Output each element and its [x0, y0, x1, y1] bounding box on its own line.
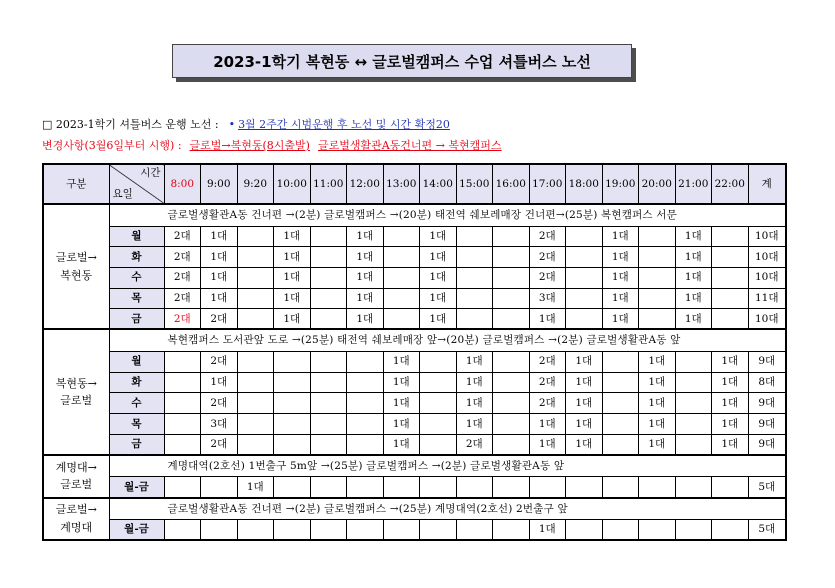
time-header: 9:20 — [237, 164, 274, 204]
bus-count-cell: 2대 — [164, 226, 201, 247]
bus-count-cell — [310, 267, 347, 288]
bus-count-cell — [493, 393, 530, 414]
bus-count-cell: 1대 — [201, 288, 238, 309]
bus-count-cell — [712, 477, 749, 498]
bus-count-cell: 2대 — [201, 309, 238, 330]
bus-count-cell: 1대 — [420, 226, 457, 247]
notice-detail: 3월 2주간 시범운행 후 노선 및 시간 확정20 — [238, 118, 450, 131]
bus-count-cell: 2대 — [164, 247, 201, 268]
bus-count-cell: 2대 — [456, 434, 493, 455]
bus-count-cell — [639, 520, 676, 541]
bus-count-cell — [310, 226, 347, 247]
section-category — [43, 455, 109, 498]
bus-count-cell: 1대 — [383, 414, 420, 435]
section-category-line: 복현동→ — [55, 376, 97, 390]
bus-count-cell: 2대 — [201, 434, 238, 455]
bus-count-cell — [237, 434, 274, 455]
bus-count-cell: 3대 — [529, 288, 566, 309]
bus-count-cell: 2대 — [529, 351, 566, 372]
bus-count-cell — [347, 351, 384, 372]
bus-count-cell — [383, 267, 420, 288]
row-total-cell: 9대 — [748, 351, 786, 372]
route-description: 글로벌생활관A동 건너편 →(2분) 글로벌캠퍼스 →(25분) 계명대역(2호선) 2번출구 앞 — [109, 498, 786, 520]
row-total-cell: 5대 — [748, 520, 786, 541]
bus-count-cell — [566, 477, 603, 498]
bus-count-cell: 1대 — [602, 309, 639, 330]
bus-count-cell: 1대 — [383, 372, 420, 393]
bus-count-cell: 1대 — [201, 247, 238, 268]
section-category-line: 글로벌→ — [55, 251, 97, 265]
bus-count-cell — [164, 520, 201, 541]
bus-count-cell: 1대 — [274, 288, 311, 309]
day-cell: 월-금 — [109, 520, 164, 541]
bus-count-cell — [493, 520, 530, 541]
bus-count-cell: 1대 — [566, 351, 603, 372]
bus-count-cell — [675, 393, 712, 414]
change-item-1: 글로벌→복현동(8시출발) — [189, 139, 310, 152]
row-total-cell: 9대 — [748, 393, 786, 414]
bus-count-cell: 1대 — [201, 372, 238, 393]
bus-count-cell — [347, 372, 384, 393]
bus-count-cell: 1대 — [529, 434, 566, 455]
section-category-line: 글로벌 — [60, 478, 93, 492]
bus-count-cell — [566, 288, 603, 309]
bus-count-cell — [274, 477, 311, 498]
bus-count-cell: 1대 — [566, 372, 603, 393]
bus-count-cell — [602, 414, 639, 435]
bus-count-cell — [237, 226, 274, 247]
bus-count-cell: 1대 — [347, 267, 384, 288]
row-total-cell: 11대 — [748, 288, 786, 309]
bus-count-cell — [675, 434, 712, 455]
bus-count-cell — [529, 477, 566, 498]
bus-count-cell — [310, 288, 347, 309]
bus-count-cell: 2대 — [164, 267, 201, 288]
bus-count-cell — [383, 226, 420, 247]
day-cell: 목 — [109, 288, 164, 309]
bus-count-cell — [237, 393, 274, 414]
day-cell: 월 — [109, 351, 164, 372]
bus-count-cell — [712, 226, 749, 247]
bus-count-cell: 1대 — [347, 247, 384, 268]
bus-count-cell — [456, 520, 493, 541]
bus-count-cell — [347, 393, 384, 414]
bus-count-cell — [675, 372, 712, 393]
bus-count-cell — [164, 351, 201, 372]
time-header: 17:00 — [529, 164, 566, 204]
day-label: 요일 — [112, 188, 133, 201]
bus-count-cell — [712, 520, 749, 541]
bus-count-cell — [347, 434, 384, 455]
bus-count-cell — [383, 477, 420, 498]
schedule-row — [43, 520, 786, 541]
bus-count-cell — [493, 226, 530, 247]
bus-count-cell — [566, 267, 603, 288]
time-label: 시간 — [140, 167, 161, 179]
bus-count-cell: 1대 — [566, 393, 603, 414]
bus-count-cell — [310, 372, 347, 393]
day-cell: 수 — [109, 393, 164, 414]
bus-count-cell — [237, 309, 274, 330]
row-total-cell: 9대 — [748, 434, 786, 455]
bus-count-cell — [639, 247, 676, 268]
bus-count-cell — [493, 309, 530, 330]
bus-count-cell: 1대 — [639, 434, 676, 455]
bus-count-cell: 1대 — [383, 434, 420, 455]
row-total-cell: 10대 — [748, 226, 786, 247]
day-cell: 수 — [109, 267, 164, 288]
bus-count-cell: 1대 — [639, 414, 676, 435]
bus-count-cell: 1대 — [456, 351, 493, 372]
schedule-row — [43, 477, 786, 498]
row-total-cell: 8대 — [748, 372, 786, 393]
bus-count-cell — [493, 477, 530, 498]
bus-count-cell — [456, 309, 493, 330]
day-cell: 화 — [109, 247, 164, 268]
bus-count-cell — [274, 520, 311, 541]
bus-count-cell: 1대 — [201, 267, 238, 288]
bus-count-cell — [566, 226, 603, 247]
bus-count-cell — [493, 414, 530, 435]
bus-count-cell — [602, 434, 639, 455]
row-total-cell: 10대 — [748, 267, 786, 288]
section-category-line: 글로벌→ — [55, 503, 97, 517]
time-header: 18:00 — [566, 164, 603, 204]
bus-count-cell: 1대 — [274, 247, 311, 268]
shuttle-schedule-table — [42, 163, 787, 541]
bus-count-cell — [310, 247, 347, 268]
bus-count-cell — [602, 520, 639, 541]
category-header: 구분 — [43, 164, 109, 204]
bus-count-cell — [675, 414, 712, 435]
bus-count-cell: 1대 — [529, 520, 566, 541]
bus-count-cell — [274, 351, 311, 372]
schedule-row — [43, 434, 786, 455]
bus-count-cell — [493, 434, 530, 455]
time-header: 14:00 — [420, 164, 457, 204]
bus-count-cell — [310, 393, 347, 414]
bus-count-cell: 1대 — [237, 477, 274, 498]
schedule-row — [43, 372, 786, 393]
bus-count-cell: 1대 — [274, 267, 311, 288]
change-line — [42, 139, 502, 153]
time-header: 22:00 — [712, 164, 749, 204]
bus-count-cell — [347, 520, 384, 541]
bus-count-cell — [456, 288, 493, 309]
bus-count-cell: 1대 — [602, 226, 639, 247]
row-total-cell: 5대 — [748, 477, 786, 498]
bus-count-cell — [639, 288, 676, 309]
bus-count-cell — [237, 351, 274, 372]
bus-count-cell — [639, 309, 676, 330]
bus-count-cell: 1대 — [383, 393, 420, 414]
time-header: 15:00 — [456, 164, 493, 204]
bus-count-cell — [493, 247, 530, 268]
bus-count-cell — [310, 309, 347, 330]
bus-count-cell — [420, 520, 457, 541]
section-category — [43, 329, 109, 454]
bus-count-cell — [274, 393, 311, 414]
day-cell: 월 — [109, 226, 164, 247]
row-total-cell: 10대 — [748, 247, 786, 268]
bus-count-cell: 1대 — [201, 226, 238, 247]
bus-count-cell — [237, 267, 274, 288]
bus-count-cell: 1대 — [639, 351, 676, 372]
bus-count-cell — [383, 309, 420, 330]
bus-count-cell — [602, 351, 639, 372]
bus-count-cell — [456, 247, 493, 268]
notice-line — [42, 118, 450, 132]
bus-count-cell: 1대 — [420, 267, 457, 288]
bus-count-cell — [383, 247, 420, 268]
bus-count-cell — [602, 393, 639, 414]
schedule-row — [43, 226, 786, 247]
time-header: 12:00 — [347, 164, 384, 204]
section-category-line: 글로벌 — [60, 394, 93, 408]
bus-count-cell — [456, 477, 493, 498]
bus-count-cell — [201, 520, 238, 541]
bus-count-cell — [493, 372, 530, 393]
bus-count-cell — [420, 477, 457, 498]
bus-count-cell — [237, 247, 274, 268]
route-description: 계명대역(2호선) 1번출구 5m앞 →(25분) 글로벌캠퍼스 →(2분) 글로벌생활관A동 앞 — [109, 455, 786, 477]
bus-count-cell: 1대 — [274, 309, 311, 330]
bus-count-cell — [237, 372, 274, 393]
bus-count-cell: 1대 — [347, 309, 384, 330]
time-header: 19:00 — [602, 164, 639, 204]
time-header: 13:00 — [383, 164, 420, 204]
bus-count-cell — [566, 309, 603, 330]
route-description: 복현캠퍼스 도서관앞 도로 →(25분) 태전역 쉐보레매장 앞→(20분) 글로벌캠퍼스 →(2분) 글로벌생활관A동 앞 — [109, 329, 786, 351]
day-cell: 금 — [109, 434, 164, 455]
bus-count-cell — [347, 414, 384, 435]
bus-count-cell — [602, 477, 639, 498]
bus-count-cell — [310, 414, 347, 435]
time-header: 8:00 — [164, 164, 201, 204]
bus-count-cell: 2대 — [529, 393, 566, 414]
bus-count-cell — [566, 247, 603, 268]
bus-count-cell: 1대 — [529, 414, 566, 435]
bus-count-cell — [164, 372, 201, 393]
bus-count-cell — [456, 226, 493, 247]
bus-count-cell: 1대 — [675, 288, 712, 309]
bus-count-cell — [310, 520, 347, 541]
bus-count-cell — [310, 434, 347, 455]
schedule-row — [43, 393, 786, 414]
bus-count-cell — [712, 267, 749, 288]
bus-count-cell: 1대 — [639, 372, 676, 393]
schedule-row — [43, 267, 786, 288]
bus-count-cell: 1대 — [675, 309, 712, 330]
bus-count-cell — [602, 372, 639, 393]
bus-count-cell — [675, 477, 712, 498]
time-header: 21:00 — [675, 164, 712, 204]
bus-count-cell — [420, 351, 457, 372]
notice-bullet: • — [228, 118, 236, 131]
time-header: 11:00 — [310, 164, 347, 204]
route-row — [43, 204, 786, 226]
bus-count-cell: 1대 — [602, 288, 639, 309]
bus-count-cell: 1대 — [383, 351, 420, 372]
bus-count-cell — [274, 414, 311, 435]
day-cell: 월-금 — [109, 477, 164, 498]
bus-count-cell: 1대 — [639, 393, 676, 414]
bus-count-cell: 1대 — [675, 226, 712, 247]
bus-count-cell — [639, 267, 676, 288]
bus-count-cell: 2대 — [529, 247, 566, 268]
bus-count-cell: 1대 — [712, 351, 749, 372]
bus-count-cell — [347, 477, 384, 498]
bus-count-cell — [383, 520, 420, 541]
bus-count-cell — [493, 267, 530, 288]
bus-count-cell — [566, 520, 603, 541]
schedule-row — [43, 247, 786, 268]
route-description: 글로벌생활관A동 건너편 →(2분) 글로벌캠퍼스 →(20분) 태전역 쉐보레매장 건너편→(25분) 복현캠퍼스 서문 — [109, 204, 786, 226]
bus-count-cell: 1대 — [347, 288, 384, 309]
bus-count-cell: 1대 — [420, 309, 457, 330]
bus-count-cell — [420, 393, 457, 414]
bus-count-cell: 1대 — [347, 226, 384, 247]
bus-count-cell: 1대 — [529, 309, 566, 330]
bus-count-cell: 2대 — [201, 351, 238, 372]
time-header: 9:00 — [201, 164, 238, 204]
time-header: 20:00 — [639, 164, 676, 204]
bus-count-cell: 2대 — [529, 372, 566, 393]
bus-count-cell — [712, 247, 749, 268]
route-row — [43, 329, 786, 351]
bus-count-cell — [201, 477, 238, 498]
row-total-cell: 10대 — [748, 309, 786, 330]
bus-count-cell — [237, 288, 274, 309]
bus-count-cell — [310, 477, 347, 498]
schedule-row — [43, 351, 786, 372]
row-total-cell: 9대 — [748, 414, 786, 435]
schedule-row — [43, 414, 786, 435]
section-category — [43, 498, 109, 541]
bus-count-cell — [675, 520, 712, 541]
time-day-diagonal-header — [109, 164, 164, 204]
bus-count-cell: 1대 — [712, 434, 749, 455]
day-cell: 금 — [109, 309, 164, 330]
table-header-row — [43, 164, 786, 204]
bus-count-cell: 1대 — [675, 267, 712, 288]
bus-count-cell — [383, 288, 420, 309]
bus-count-cell — [456, 267, 493, 288]
bus-count-cell — [639, 477, 676, 498]
schedule-body — [43, 204, 786, 540]
bus-count-cell: 2대 — [164, 309, 201, 330]
bus-count-cell: 2대 — [164, 288, 201, 309]
bus-count-cell — [675, 351, 712, 372]
bus-count-cell — [237, 520, 274, 541]
bus-count-cell — [164, 393, 201, 414]
bus-count-cell — [164, 477, 201, 498]
bus-count-cell — [712, 288, 749, 309]
day-cell: 화 — [109, 372, 164, 393]
time-header: 10:00 — [274, 164, 311, 204]
bus-count-cell: 1대 — [420, 247, 457, 268]
schedule-row — [43, 309, 786, 330]
bus-count-cell — [274, 372, 311, 393]
bus-count-cell — [164, 414, 201, 435]
bus-count-cell — [164, 434, 201, 455]
section-category-line: 계명대→ — [55, 460, 97, 474]
bus-count-cell: 1대 — [602, 247, 639, 268]
bus-count-cell — [493, 351, 530, 372]
bus-count-cell: 2대 — [529, 226, 566, 247]
bus-count-cell — [310, 351, 347, 372]
bus-count-cell — [420, 434, 457, 455]
change-label: 변경사항(3월6일부터 시행) : — [42, 139, 182, 152]
bus-count-cell: 1대 — [456, 414, 493, 435]
notice-label: □ 2023-1학기 셔틀버스 운행 노선 : — [42, 118, 219, 131]
section-category-line: 복현동 — [60, 268, 93, 282]
bus-count-cell: 1대 — [274, 226, 311, 247]
day-cell: 목 — [109, 414, 164, 435]
bus-count-cell: 1대 — [675, 247, 712, 268]
schedule-row — [43, 288, 786, 309]
bus-count-cell: 1대 — [456, 393, 493, 414]
bus-count-cell: 1대 — [456, 372, 493, 393]
bus-count-cell — [420, 414, 457, 435]
bus-count-cell — [420, 372, 457, 393]
bus-count-cell — [712, 309, 749, 330]
bus-count-cell: 1대 — [712, 414, 749, 435]
bus-count-cell — [493, 288, 530, 309]
bus-count-cell: 2대 — [529, 267, 566, 288]
total-header: 계 — [748, 164, 786, 204]
route-row — [43, 455, 786, 477]
time-header: 16:00 — [493, 164, 530, 204]
change-item-2: 글로벌생활관A동건너편 → 복현캠퍼스 — [317, 139, 502, 152]
bus-count-cell: 1대 — [712, 393, 749, 414]
bus-count-cell — [639, 226, 676, 247]
bus-count-cell: 3대 — [201, 414, 238, 435]
route-row — [43, 498, 786, 520]
bus-count-cell: 1대 — [566, 434, 603, 455]
bus-count-cell: 1대 — [602, 267, 639, 288]
section-category-line: 계명대 — [60, 520, 93, 534]
bus-count-cell: 2대 — [201, 393, 238, 414]
page-title: 2023-1학기 복현동 ↔ 글로벌캠퍼스 수업 셔틀버스 노선 — [172, 44, 632, 78]
bus-count-cell — [237, 414, 274, 435]
bus-count-cell: 1대 — [420, 288, 457, 309]
bus-count-cell — [274, 434, 311, 455]
section-category — [43, 204, 109, 329]
bus-count-cell: 1대 — [712, 372, 749, 393]
bus-count-cell: 1대 — [566, 414, 603, 435]
